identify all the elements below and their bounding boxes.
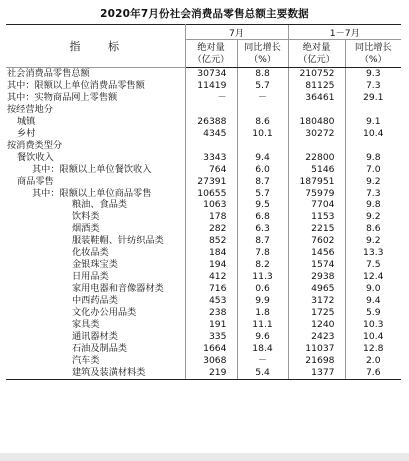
jan-jul-growth-cell: 9.2 xyxy=(345,235,401,247)
july-growth-cell: 7.8 xyxy=(237,247,288,259)
jan-jul-growth-cell: 7.5 xyxy=(345,259,401,271)
jan-jul-growth-cell: 29.1 xyxy=(345,92,401,104)
july-growth-cell: － xyxy=(237,92,288,104)
row-label: 按消费类型分 xyxy=(6,140,185,152)
table-row xyxy=(6,80,401,92)
jan-jul-amount-cell xyxy=(288,104,345,116)
july-amount-cell: 716 xyxy=(185,283,237,295)
jan-jul-growth-cell: 9.8 xyxy=(345,199,401,211)
growth-header-unit: （%） xyxy=(248,53,277,65)
july-growth-cell: 6.0 xyxy=(237,164,288,176)
table-row xyxy=(6,247,401,259)
amount-header-unit: （亿元） xyxy=(298,53,335,65)
jan-jul-amount-cell: 36461 xyxy=(288,92,345,104)
july-amount-cell: 10655 xyxy=(185,188,237,200)
jan-jul-amount-header xyxy=(288,40,345,68)
jan-jul-growth-cell: 7.3 xyxy=(345,188,401,200)
row-label: 乡村 xyxy=(6,128,185,140)
july-amount-cell: 282 xyxy=(185,223,237,235)
jan-jul-amount-cell: 7602 xyxy=(288,235,345,247)
table-row xyxy=(6,283,401,295)
jan-jul-growth-cell: 10.4 xyxy=(345,331,401,343)
table-row xyxy=(6,116,401,128)
row-label: 中西药品类 xyxy=(6,295,185,307)
table-row xyxy=(6,176,401,188)
july-growth-cell: 8.6 xyxy=(237,116,288,128)
july-growth-cell: 8.7 xyxy=(237,235,288,247)
table-row xyxy=(6,367,401,379)
july-amount-cell: 453 xyxy=(185,295,237,307)
jan-jul-growth-cell: 10.4 xyxy=(345,128,401,140)
july-amount-cell xyxy=(185,104,237,116)
jan-jul-amount-cell: 1574 xyxy=(288,259,345,271)
jan-jul-amount-cell: 210752 xyxy=(288,68,345,80)
jan-jul-growth-cell: 13.3 xyxy=(345,247,401,259)
jan-jul-growth-cell: 12.8 xyxy=(345,343,401,355)
july-growth-cell: 18.4 xyxy=(237,343,288,355)
july-amount-cell: 335 xyxy=(185,331,237,343)
jan-jul-growth-cell: 9.4 xyxy=(345,295,401,307)
july-growth-cell: 8.2 xyxy=(237,259,288,271)
table-row xyxy=(6,211,401,223)
july-growth-cell: 5.7 xyxy=(237,80,288,92)
jan-jul-growth-cell: 9.3 xyxy=(345,68,401,80)
row-label: 餐饮收入 xyxy=(6,152,185,164)
july-amount-cell: 1063 xyxy=(185,199,237,211)
jan-jul-amount-cell: 1153 xyxy=(288,211,345,223)
july-growth-cell: 1.8 xyxy=(237,307,288,319)
july-growth-cell: 11.1 xyxy=(237,319,288,331)
row-label: 日用品类 xyxy=(6,271,185,283)
july-amount-cell xyxy=(185,140,237,152)
jan-jul-amount-cell: 11037 xyxy=(288,343,345,355)
july-amount-cell: 764 xyxy=(185,164,237,176)
row-label: 家用电器和音像器材类 xyxy=(6,283,185,295)
jan-jul-growth-cell: 5.9 xyxy=(345,307,401,319)
jan-jul-amount-cell: 2938 xyxy=(288,271,345,283)
row-label: 服装鞋帽、针纺织品类 xyxy=(6,235,185,247)
table-row xyxy=(6,128,401,140)
july-amount-cell: 412 xyxy=(185,271,237,283)
table-row xyxy=(6,295,401,307)
jan-jul-growth-header xyxy=(345,40,401,68)
jan-jul-growth-cell: 12.4 xyxy=(345,271,401,283)
row-label: 汽车类 xyxy=(6,355,185,367)
jan-jul-growth-cell xyxy=(345,104,401,116)
jan-jul-amount-cell: 187951 xyxy=(288,176,345,188)
table-row xyxy=(6,199,401,211)
row-label: 石油及制品类 xyxy=(6,343,185,355)
jan-jul-group-header: 1－7月 xyxy=(288,25,401,40)
july-growth-cell: 9.5 xyxy=(237,199,288,211)
july-growth-cell xyxy=(237,140,288,152)
jan-jul-amount-cell: 22800 xyxy=(288,152,345,164)
row-label: 金银珠宝类 xyxy=(6,259,185,271)
row-label: 按经营地分 xyxy=(6,104,185,116)
jan-jul-amount-cell: 5146 xyxy=(288,164,345,176)
july-amount-header xyxy=(185,40,237,68)
jan-jul-growth-cell: 9.1 xyxy=(345,116,401,128)
row-label: 建筑及装潢材料类 xyxy=(6,367,185,379)
july-growth-cell: 8.8 xyxy=(237,68,288,80)
july-growth-cell: 9.4 xyxy=(237,152,288,164)
bottom-strip xyxy=(0,453,409,461)
july-growth-cell: 11.3 xyxy=(237,271,288,283)
row-label: 其中：实物商品网上零售额 xyxy=(6,92,185,104)
jan-jul-amount-cell: 7704 xyxy=(288,199,345,211)
july-growth-cell: 0.6 xyxy=(237,283,288,295)
jan-jul-amount-cell: 81125 xyxy=(288,80,345,92)
jan-jul-growth-cell: 9.2 xyxy=(345,211,401,223)
jan-jul-amount-cell: 2215 xyxy=(288,223,345,235)
july-growth-cell: 9.9 xyxy=(237,295,288,307)
jan-jul-amount-cell: 180480 xyxy=(288,116,345,128)
jan-jul-amount-cell: 3172 xyxy=(288,295,345,307)
row-label: 化妆品类 xyxy=(6,247,185,259)
row-label: 文化办公用品类 xyxy=(6,307,185,319)
july-amount-cell: 191 xyxy=(185,319,237,331)
july-amount-cell: 27391 xyxy=(185,176,237,188)
row-label: 其中：限额以上单位消费品零售额 xyxy=(6,80,185,92)
july-amount-cell: 11419 xyxy=(185,80,237,92)
jan-jul-amount-cell xyxy=(288,140,345,152)
jan-jul-amount-cell: 21698 xyxy=(288,355,345,367)
july-group-header: 7月 xyxy=(185,25,288,40)
row-label: 饮料类 xyxy=(6,211,185,223)
jan-jul-growth-cell: 8.6 xyxy=(345,223,401,235)
july-growth-cell xyxy=(237,104,288,116)
table-row xyxy=(6,164,401,176)
table-row xyxy=(6,140,401,152)
jan-jul-amount-cell: 1240 xyxy=(288,319,345,331)
table-row xyxy=(6,331,401,343)
july-growth-cell: 5.7 xyxy=(237,188,288,200)
jan-jul-growth-cell xyxy=(345,140,401,152)
indicator-header: 指 标 xyxy=(6,25,185,68)
july-amount-cell: 852 xyxy=(185,235,237,247)
table-row xyxy=(6,68,401,80)
table-row xyxy=(6,355,401,367)
row-label: 粮油、食品类 xyxy=(6,199,185,211)
jan-jul-growth-cell: 7.6 xyxy=(345,367,401,379)
july-growth-cell: 5.4 xyxy=(237,367,288,379)
table-row xyxy=(6,343,401,355)
july-amount-cell: 194 xyxy=(185,259,237,271)
growth-header-label: 同比增长 xyxy=(244,41,281,53)
table-row xyxy=(6,92,401,104)
row-label: 家具类 xyxy=(6,319,185,331)
jan-jul-growth-cell: 9.0 xyxy=(345,283,401,295)
table-row xyxy=(6,223,401,235)
july-amount-cell: 178 xyxy=(185,211,237,223)
jan-jul-amount-cell: 30272 xyxy=(288,128,345,140)
july-growth-cell: 6.8 xyxy=(237,211,288,223)
row-label: 其中：限额以上单位餐饮收入 xyxy=(6,164,185,176)
july-amount-cell: 238 xyxy=(185,307,237,319)
july-amount-cell: 4345 xyxy=(185,128,237,140)
growth-header-label: 同比增长 xyxy=(354,41,392,53)
jan-jul-growth-cell: 9.8 xyxy=(345,152,401,164)
july-amount-cell: 30734 xyxy=(185,68,237,80)
report-title: 2020年7月份社会消费品零售总额主要数据 xyxy=(100,8,309,20)
july-growth-cell: 10.1 xyxy=(237,128,288,140)
growth-header-unit: （%） xyxy=(359,53,387,65)
july-growth-cell: 8.7 xyxy=(237,176,288,188)
amount-header-label: 绝对量 xyxy=(197,41,225,53)
row-label: 社会消费品零售总额 xyxy=(6,68,185,80)
table-row xyxy=(6,152,401,164)
table-row xyxy=(6,319,401,331)
table-row xyxy=(6,188,401,200)
row-label: 商品零售 xyxy=(6,176,185,188)
july-growth-cell: － xyxy=(237,355,288,367)
july-amount-cell: 184 xyxy=(185,247,237,259)
table-row xyxy=(6,259,401,271)
table-body xyxy=(6,68,401,380)
jan-jul-growth-cell: 7.3 xyxy=(345,80,401,92)
jan-jul-growth-cell: 2.0 xyxy=(345,355,401,367)
amount-header-label: 绝对量 xyxy=(302,41,331,53)
july-amount-cell: 3068 xyxy=(185,355,237,367)
jan-jul-growth-cell: 7.0 xyxy=(345,164,401,176)
july-amount-cell: 3343 xyxy=(185,152,237,164)
july-amount-cell: － xyxy=(185,92,237,104)
jan-jul-growth-cell: 9.2 xyxy=(345,176,401,188)
table-row xyxy=(6,307,401,319)
table-row xyxy=(6,271,401,283)
table-header xyxy=(6,25,401,68)
jan-jul-amount-cell: 1456 xyxy=(288,247,345,259)
july-growth-cell: 6.3 xyxy=(237,223,288,235)
july-amount-cell: 26388 xyxy=(185,116,237,128)
jan-jul-amount-cell: 1725 xyxy=(288,307,345,319)
july-amount-cell: 219 xyxy=(185,367,237,379)
july-growth-cell: 9.6 xyxy=(237,331,288,343)
jan-jul-amount-cell: 1377 xyxy=(288,367,345,379)
jan-jul-amount-cell: 2423 xyxy=(288,331,345,343)
amount-header-unit: （亿元） xyxy=(192,53,230,65)
july-growth-header xyxy=(237,40,288,68)
row-label: 烟酒类 xyxy=(6,223,185,235)
row-label: 其中：限额以上单位商品零售 xyxy=(6,188,185,200)
table-row xyxy=(6,235,401,247)
jan-jul-amount-cell: 4965 xyxy=(288,283,345,295)
row-label: 城镇 xyxy=(6,116,185,128)
row-label: 通讯器材类 xyxy=(6,331,185,343)
jan-jul-growth-cell: 10.3 xyxy=(345,319,401,331)
july-amount-cell: 1664 xyxy=(185,343,237,355)
table-row xyxy=(6,104,401,116)
retail-sales-table xyxy=(6,24,401,380)
jan-jul-amount-cell: 75979 xyxy=(288,188,345,200)
